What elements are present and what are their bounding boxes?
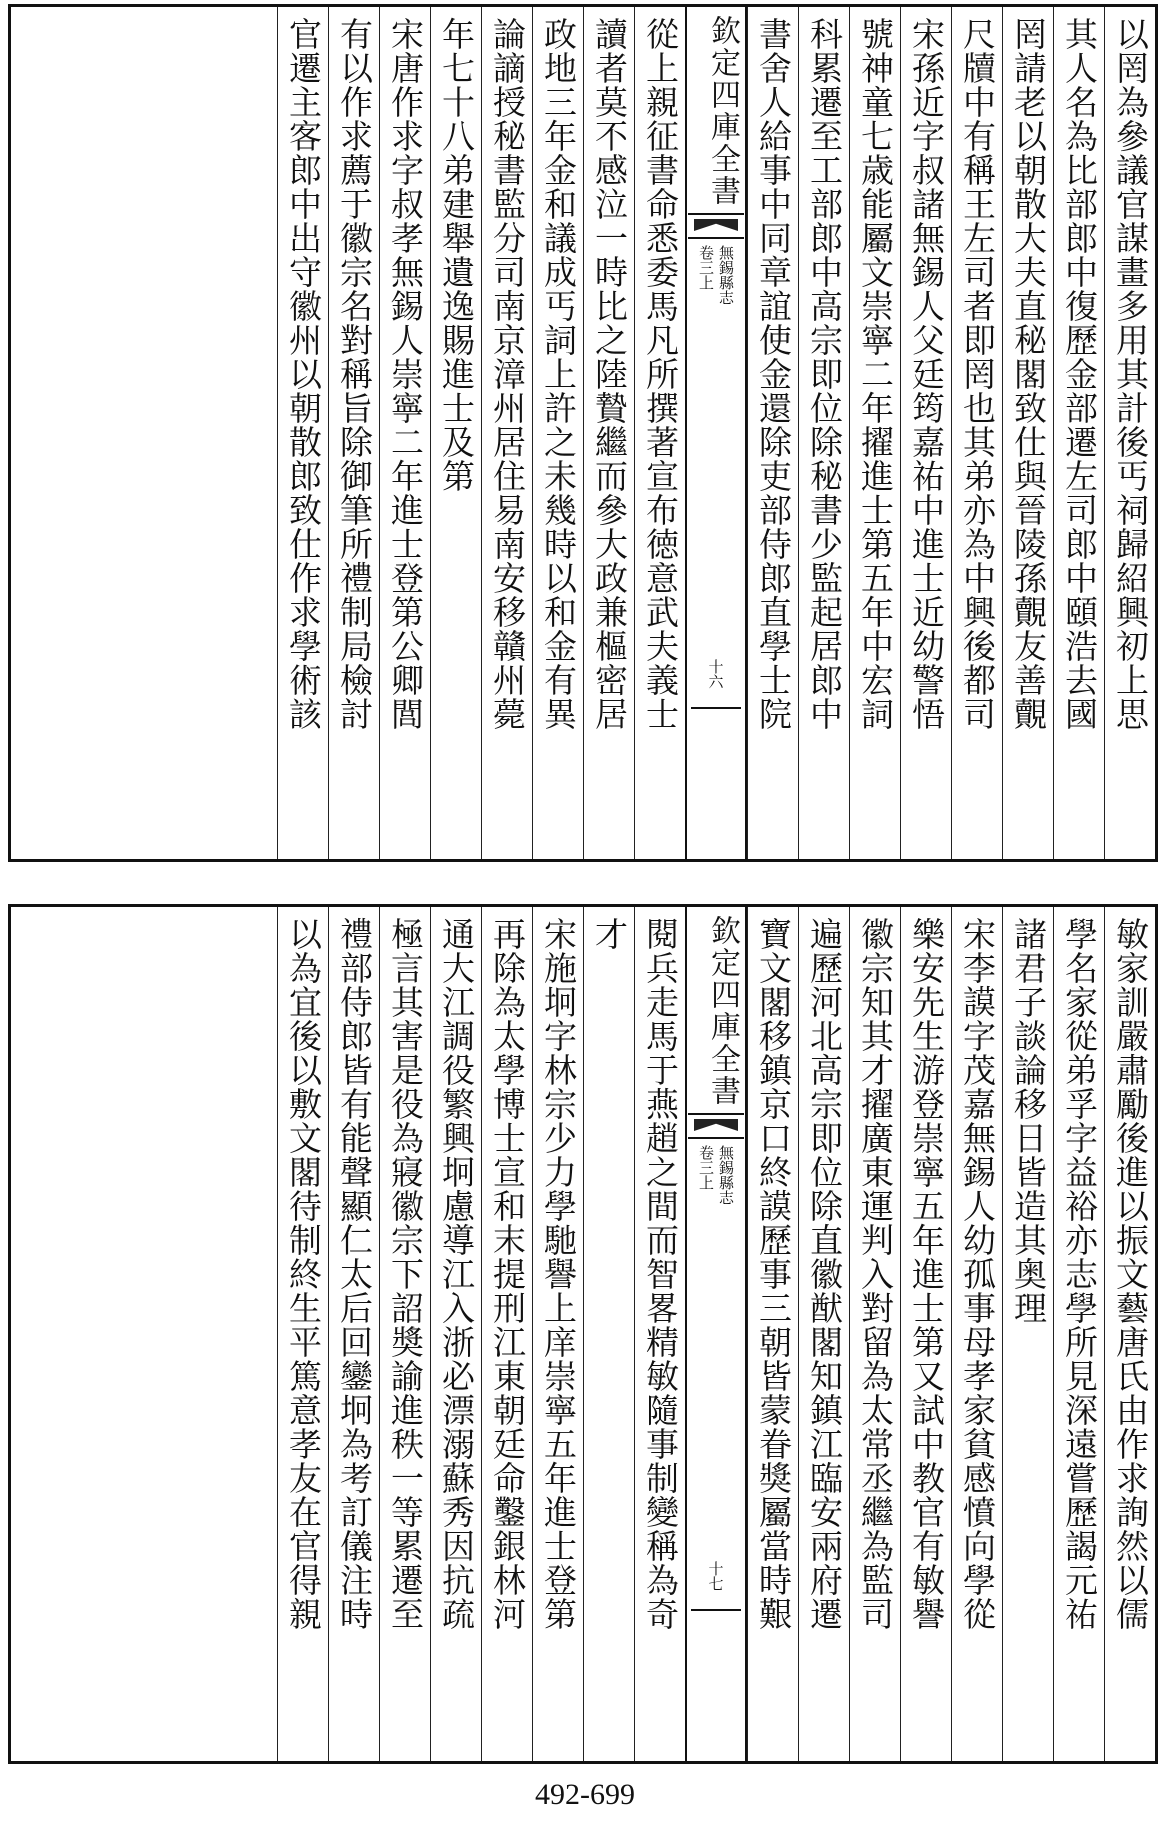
text-column — [532, 907, 583, 1761]
text-column — [1002, 7, 1053, 859]
column-text: 學名家從弟孚字益裕亦志學所見深遠嘗歷謁元祐 — [1060, 917, 1099, 1631]
column-text: 號神童七歳能屬文崇寧二年擢進士第五年中宏詞 — [856, 17, 895, 731]
text-column — [430, 907, 481, 1761]
column-text: 其人名為比部郎中復歷金部遷左司郎中頤浩去國 — [1060, 17, 1099, 731]
text-column — [583, 7, 634, 859]
column-text: 論謫授秘書監分司南京漳州居住易南安移贛州薨 — [488, 17, 527, 731]
band-book-title: 無錫縣志 — [717, 1145, 735, 1205]
column-text: 罔請老以朝散大夫直秘閣致仕與晉陵孫覿友善覿 — [1009, 17, 1048, 731]
fishtail-ornament — [688, 1115, 744, 1139]
text-column — [328, 907, 379, 1761]
text-column — [634, 907, 685, 1761]
text-column — [532, 7, 583, 859]
column-text: 敏家訓嚴肅勵後進以振文藝唐氏由作求詢然以儒 — [1111, 917, 1150, 1631]
top-page-panel — [8, 4, 1158, 862]
text-column — [951, 7, 1002, 859]
text-column — [430, 7, 481, 859]
column-text: 寶文閣移鎮京口終謨歷事三朝皆蒙眷獎屬當時艱 — [754, 917, 793, 1631]
band-book-title: 無錫縣志 — [717, 245, 735, 305]
column-text: 科累遷至工部郎中高宗即位除秘書少監起居郎中 — [805, 17, 844, 731]
text-column — [747, 7, 798, 859]
text-column — [1053, 907, 1104, 1761]
text-column — [951, 907, 1002, 1761]
column-text: 極言其害是役為寢徽宗下詔奬諭進秩一等累遷至 — [386, 917, 425, 1631]
text-column — [900, 7, 951, 859]
text-column — [1104, 7, 1155, 859]
column-text: 禮部侍郎皆有能聲顯仁太后回鑾坰為考訂儀注時 — [335, 917, 374, 1631]
column-text: 宋孫近字叔諸無錫人父廷筠嘉祐中進士近幼警悟 — [907, 17, 946, 731]
column-text: 書舍人給事中同章誼使金還除吏部侍郎直學士院 — [754, 17, 793, 731]
column-text: 徽宗知其才擢廣東運判入對留為太常丞繼為監司 — [856, 917, 895, 1631]
center-band — [685, 7, 747, 859]
column-text: 以為宜後以敷文閣待制終生平篤意孝友在官得親 — [284, 917, 323, 1631]
column-text: 遍歷河北高宗即位除直徽猷閣知鎮江臨安兩府遷 — [805, 917, 844, 1631]
text-column — [379, 7, 430, 859]
column-text: 通大江調役繁興坰慮導江入浙必漂溺蘇秀因抗疏 — [437, 917, 476, 1631]
text-column — [277, 7, 328, 859]
column-text: 才 — [590, 917, 629, 951]
column-text: 宋李謨字茂嘉無錫人幼孤事母孝家貧感憤向學從 — [958, 917, 997, 1631]
column-text: 官遷主客郎中出守徽州以朝散郎致仕作求學術該 — [284, 17, 323, 731]
band-volume: 卷三上 — [697, 1145, 715, 1190]
text-column — [379, 907, 430, 1761]
text-column — [328, 7, 379, 859]
page-code: 492-699 — [535, 1778, 635, 1811]
text-column — [747, 907, 798, 1761]
text-column — [583, 907, 634, 1761]
column-text: 從上親征書命悉委馬凡所撰著宣布徳意武夫義士 — [641, 17, 680, 731]
column-text: 尺牘中有稱王左司者即罔也其弟亦為中興後都司 — [958, 17, 997, 731]
column-text: 再除為太學博士宣和末提刑江東朝廷命鑿銀林河 — [488, 917, 527, 1631]
text-column — [798, 7, 849, 859]
text-column — [481, 907, 532, 1761]
text-column — [1104, 907, 1155, 1761]
band-meta — [697, 1145, 735, 1205]
column-text: 閱兵走馬于燕趙之間而智畧精敏隨事制變稱為奇 — [641, 917, 680, 1631]
text-column — [1002, 907, 1053, 1761]
column-text: 樂安先生游登崇寧五年進士第又試中教官有敏譽 — [907, 917, 946, 1631]
top-page-columns — [11, 7, 1155, 859]
text-column — [634, 7, 685, 859]
text-column — [1053, 7, 1104, 859]
bottom-page-columns — [11, 907, 1155, 1761]
band-meta — [697, 245, 735, 305]
band-page-number: 十七 — [706, 1561, 725, 1591]
text-column — [798, 907, 849, 1761]
text-column — [900, 907, 951, 1761]
column-text: 讀者莫不感泣一時比之陸贄繼而參大政兼樞密居 — [590, 17, 629, 731]
text-column — [849, 907, 900, 1761]
column-text: 諸君子談論移日皆造其奥理 — [1009, 917, 1048, 1325]
fishtail-ornament — [688, 215, 744, 239]
band-rule — [691, 707, 741, 709]
text-column — [481, 7, 532, 859]
center-band — [685, 907, 747, 1761]
column-text: 以罔為參議官謀畫多用其計後丐祠歸紹興初上思 — [1111, 17, 1150, 731]
column-text: 有以作求薦于徽宗名對稱旨除御筆所禮制局檢討 — [335, 17, 374, 731]
column-text: 年七十八弟建舉遺逸賜進士及第 — [437, 17, 476, 493]
text-column — [277, 907, 328, 1761]
band-rule — [691, 1609, 741, 1611]
band-title: 欽定四庫全書 — [688, 15, 744, 215]
text-column — [849, 7, 900, 859]
band-title: 欽定四庫全書 — [688, 915, 744, 1115]
bottom-page-panel — [8, 904, 1158, 1764]
column-text: 政地三年金和議成丐詞上許之未幾時以和金有異 — [539, 17, 578, 731]
column-text: 宋唐作求字叔孝無錫人崇寧二年進士登第公卿閭 — [386, 17, 425, 731]
band-volume: 卷三上 — [697, 245, 715, 290]
column-text: 宋施坰字林宗少力學馳譽上庠崇寧五年進士登第 — [539, 917, 578, 1631]
band-page-number: 十六 — [706, 659, 725, 689]
